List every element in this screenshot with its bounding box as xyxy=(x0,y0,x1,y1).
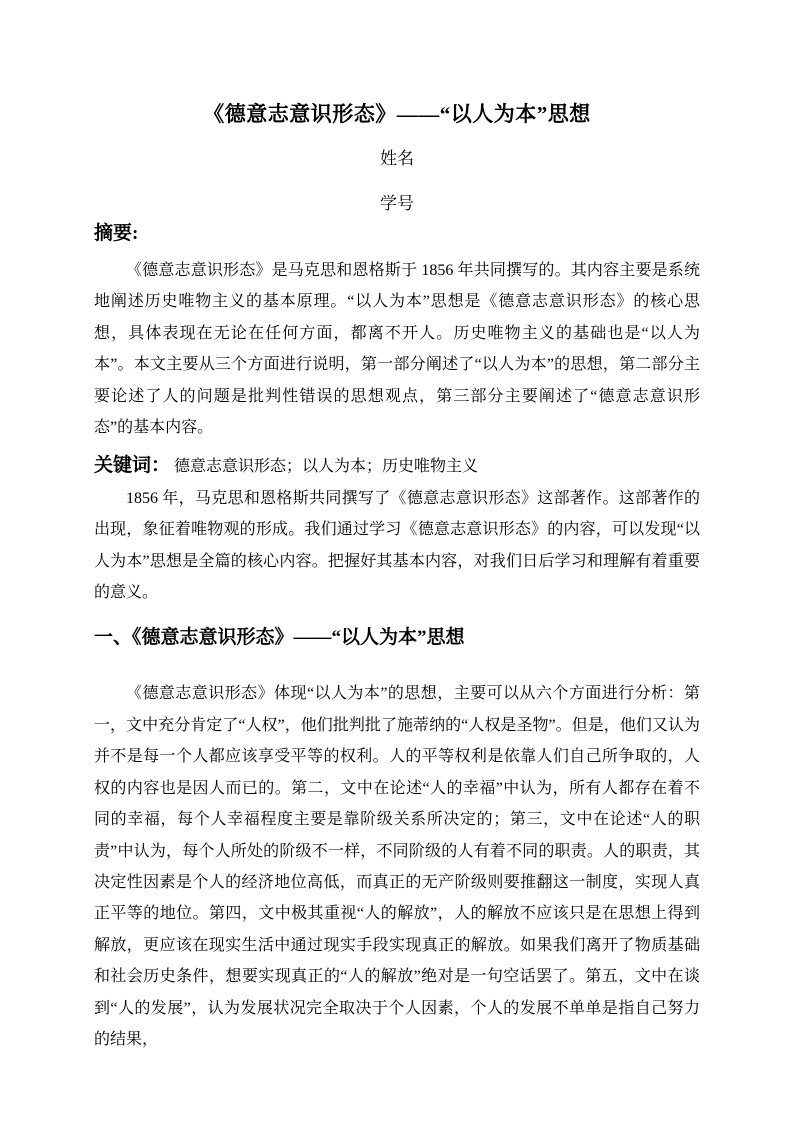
keywords-label: 关键词： xyxy=(94,455,171,477)
section-1-heading: 一、《德意志意识形态》——“以人为本”思想 xyxy=(94,627,465,649)
keywords-text: 德意志意识形态；以人为本；历史唯物主义 xyxy=(174,458,479,476)
abstract-label: 摘要: xyxy=(94,223,139,244)
document-content xyxy=(94,96,700,1055)
introduction-paragraph: 1856 年，马克思和恩格斯共同撰写了《德意志意识形态》这部著作。这部著作的出现，象征着唯物观的形成。我们通过学习《德意志意识形态》的内容，可以发现“以人为本”思想是全篇的核心内容。把握好其基本内容，对我们日后学习和理解有着重要的意义。 xyxy=(94,489,700,602)
abstract-paragraph: 《德意志意识形态》是马克思和恩格斯于 1856 年共同撰写的。其内容主要是系统地阐述历史唯物主义的基本原理。“以人为本”思想是《德意志意识形态》的核心思想，具体表现在无论在任何方面，都离不开人。历史唯物主义的基础也是“以人为本”。本文主要从三个方面进行说明，第一部分阐述了“以人为本”的思想，第二部分主要论述了人的问题是批判性错误的思想观点，第三部分主要阐述了“德意志意识形态”的基本内容。 xyxy=(94,262,700,437)
keywords-line xyxy=(94,450,700,482)
document-title: 《德意志意识形态》——“以人为本”思想 xyxy=(203,102,591,126)
student-id: 学号 xyxy=(380,194,414,213)
author-name: 姓名 xyxy=(380,149,414,168)
section-1-paragraph: 《德意志意识形态》体现“以人为本”的思想，主要可以从六个方面进行分析：第一，文中充分肯定了“人权”，他们批判批了施蒂纳的“人权是圣物”。但是，他们又认为并不是每一个人都应该享受平等的权利。人的平等权利是依靠人们自己所争取的，人权的内容也是因人而已的。第二，文中在论述“人的幸福”中认为，所有人都存在着不同的幸福，每个人幸福程度主要是靠阶级关系所决定的；第三，文中在论述“人的职责”中认为，每个人所处的阶级不一样，不同阶级的人有着不同的职责。人的职责，其决定性因素是个人的经济地位高低，而真正的无产阶级则要推翻这一制度，实现人真正平等的地位。第四，文中极其重视“人的解放”，人的解放不应该只是在思想上得到解放，更应该在现实生活中通过现实手段实现真正的解放。如果我们离开了物质基础和社会历史条件，想要实现真正的“人的解放”绝对是一句空话罢了。第五，文中在谈到“人的发展”，认为发展状况完全取决于个人因素，个人的发展不单单是指自己努力的结果， xyxy=(94,685,700,1048)
